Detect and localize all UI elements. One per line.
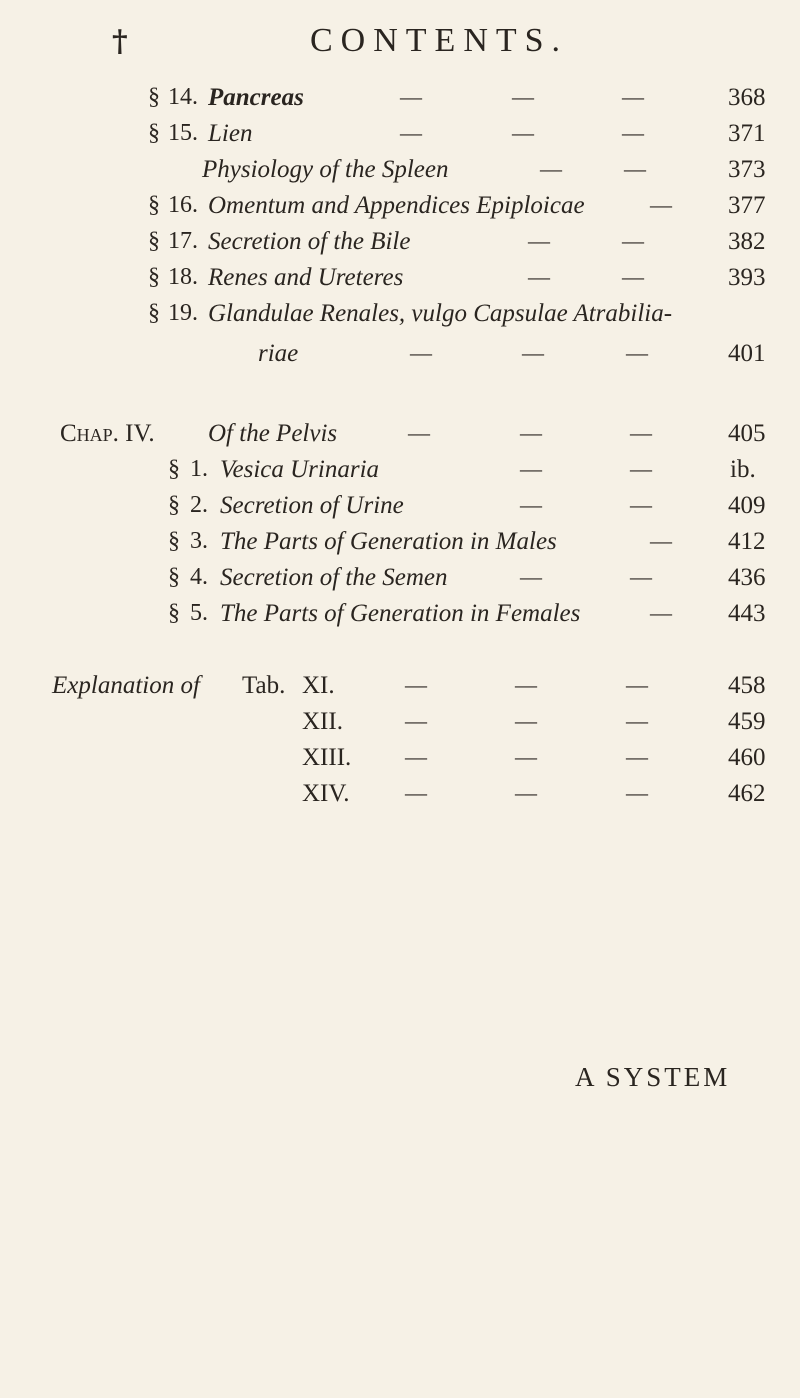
page-number: 393: [728, 264, 766, 291]
explanation-label: Explanation of: [52, 672, 200, 699]
contents-entry: § 3. The Parts of Generation in Males — 412: [168, 528, 766, 555]
contents-entry: Physiology of the Spleen — — 373: [202, 156, 766, 183]
contents-entry: § 16. Omentum and Appendices Epiploicae — 377: [148, 192, 766, 219]
chapter-title: Of the Pelvis: [208, 420, 338, 447]
plate-numeral: XI.: [302, 672, 335, 699]
page-number: 409: [728, 492, 766, 519]
plate-numeral: XIV.: [302, 780, 350, 807]
page-header: [0, 22, 800, 62]
entry-title: Secretion of Urine: [220, 492, 404, 519]
plate-numeral: XII.: [302, 708, 343, 735]
contents-entry: riae — — — 401: [258, 340, 766, 367]
plate-numeral: XIII.: [302, 744, 352, 771]
page-number: 371: [728, 120, 766, 147]
contents-entry: § 15. Lien — — — 371: [148, 120, 766, 147]
page-number: 377: [728, 192, 766, 219]
page-number: 401: [728, 340, 766, 367]
page-number: 382: [728, 228, 766, 255]
contents-entry: § 1. Vesica Urinaria — — ib.: [168, 456, 756, 483]
contents-entry: § 17. Secretion of the Bile — — 382: [148, 228, 766, 255]
entry-title: Glandulae Renales, vulgo Capsulae Atrabilia-: [208, 300, 673, 327]
entry-title: Secretion of the Bile: [208, 228, 411, 255]
page-title: CONTENTS.: [310, 22, 569, 59]
page-number: 373: [728, 156, 766, 183]
entry-title: The Parts of Generation in Females: [220, 600, 581, 627]
plate-entry: XIII. — — — 460: [302, 744, 766, 771]
page-number: 458: [728, 672, 766, 699]
chapter-label: Chap. IV.: [60, 420, 155, 447]
catchword: A SYSTEM: [575, 1062, 731, 1092]
entry-title: Secretion of the Semen: [220, 564, 448, 591]
entry-title: Vesica Urinaria: [220, 456, 380, 483]
entry-title: Lien: [208, 120, 253, 147]
contents-entry: § 14. Pancreas — — — 368: [148, 84, 766, 111]
page-number: 412: [728, 528, 766, 555]
plate-entry: XIV. — — — 462: [302, 780, 766, 807]
plate-entry: Explanation of Tab. XI. — — — 458: [52, 672, 766, 699]
contents-entry: § 19. Glandulae Renales, vulgo Capsulae Atrabilia-: [148, 300, 673, 327]
contents-entry: § 18. Renes and Ureteres — — 393: [148, 264, 766, 291]
entry-title: Renes and Ureteres: [208, 264, 404, 291]
entry-title: riae: [258, 340, 299, 367]
contents-entry: § 2. Secretion of Urine — — 409: [168, 492, 766, 519]
page-number: 436: [728, 564, 766, 591]
chapter-heading: Chap. IV. Of the Pelvis — — — 405: [60, 420, 766, 447]
contents-entry: § 5. The Parts of Generation in Females — 443: [168, 600, 766, 627]
page-number: 368: [728, 84, 766, 111]
page-number: 460: [728, 744, 766, 771]
page-number: 462: [728, 780, 766, 807]
entry-title: Physiology of the Spleen: [202, 156, 449, 183]
contents-entry: § 4. Secretion of the Semen — — 436: [168, 564, 766, 591]
plate-entry: XII. — — — 459: [302, 708, 766, 735]
dagger-mark: †: [112, 24, 128, 59]
page-number: 459: [728, 708, 766, 735]
entry-title: Pancreas: [208, 84, 304, 111]
page-number: 443: [728, 600, 766, 627]
entry-title: The Parts of Generation in Males: [220, 528, 557, 555]
entry-title: Omentum and Appendices Epiploicae: [208, 192, 585, 219]
page-number: 405: [728, 420, 766, 447]
page-number: ib.: [730, 456, 756, 483]
tab-label: Tab.: [242, 672, 286, 699]
